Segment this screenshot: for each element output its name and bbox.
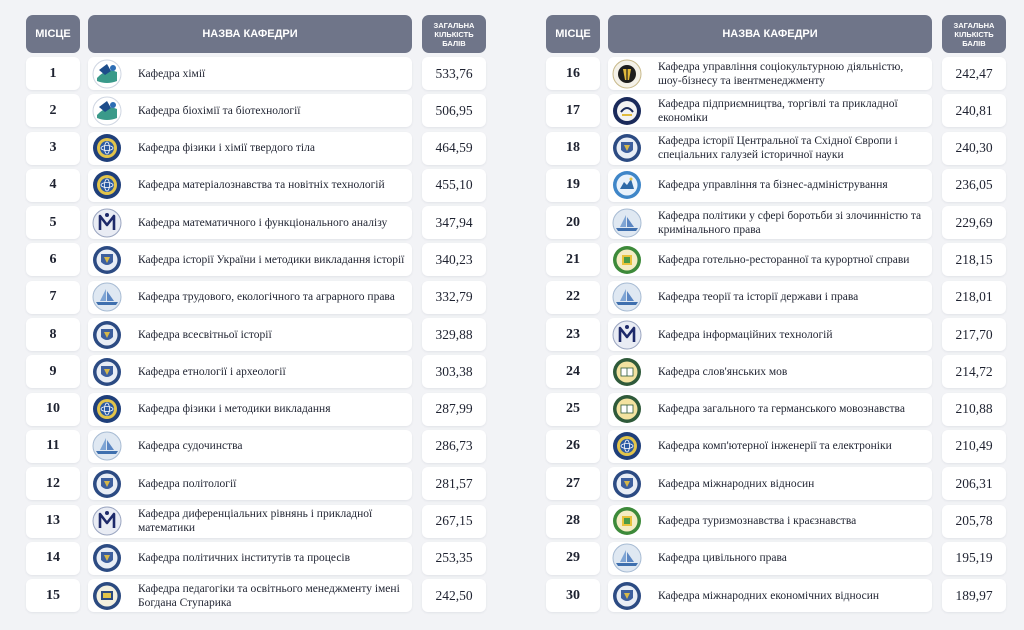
place-number: 21	[546, 243, 600, 276]
ranking-table-left	[26, 15, 486, 616]
total-score: 210,49	[942, 430, 1006, 463]
history-logo-icon	[92, 245, 122, 275]
physics-logo-icon	[612, 431, 642, 461]
department-cell	[608, 467, 932, 500]
department-name: Кафедра етнології і археології	[138, 365, 286, 378]
department-cell	[608, 132, 932, 165]
department-name: Кафедра фізики і методики викладання	[138, 403, 331, 416]
department-name: Кафедра всесвітньої історії	[138, 328, 272, 341]
place-number: 26	[546, 430, 600, 463]
physics-logo-icon	[92, 170, 122, 200]
department-cell	[608, 243, 932, 276]
place-number: 7	[26, 281, 80, 314]
table-row	[546, 355, 1006, 388]
mathematics-logo-icon	[612, 320, 642, 350]
total-score: 329,88	[422, 318, 486, 351]
department-cell	[608, 505, 932, 538]
department-name: Кафедра фізики і хімії твердого тіла	[138, 142, 315, 155]
table-row	[546, 206, 1006, 239]
philology-logo-icon	[612, 357, 642, 387]
department-cell	[608, 355, 932, 388]
total-score: 217,70	[942, 318, 1006, 351]
place-number: 24	[546, 355, 600, 388]
place-number: 3	[26, 132, 80, 165]
department-cell	[88, 505, 412, 538]
department-name: Кафедра педагогіки та освітнього менеджменту імені Богдана Ступарика	[138, 582, 400, 609]
economics-logo-icon	[612, 96, 642, 126]
department-name: Кафедра управління соціокультурною діяльністю, шоу-бізнесу та івентменеджменту	[658, 60, 904, 87]
total-score: 281,57	[422, 467, 486, 500]
department-cell	[88, 467, 412, 500]
tourism-logo-icon	[612, 245, 642, 275]
place-number: 8	[26, 318, 80, 351]
department-cell	[88, 318, 412, 351]
place-number: 22	[546, 281, 600, 314]
place-number: 1	[26, 57, 80, 90]
table-row	[546, 57, 1006, 90]
place-number: 14	[26, 542, 80, 575]
philology-logo-icon	[612, 394, 642, 424]
department-cell	[88, 579, 412, 612]
total-score: 287,99	[422, 393, 486, 426]
header-place: МІСЦЕ	[546, 15, 600, 53]
history-logo-icon	[92, 357, 122, 387]
department-cell	[608, 430, 932, 463]
place-number: 5	[26, 206, 80, 239]
department-cell	[88, 355, 412, 388]
law-logo-icon	[612, 543, 642, 573]
mathematics-logo-icon	[92, 506, 122, 536]
table-row	[546, 243, 1006, 276]
total-score: 240,81	[942, 94, 1006, 127]
total-score: 218,01	[942, 281, 1006, 314]
table-row	[546, 393, 1006, 426]
total-score: 236,05	[942, 169, 1006, 202]
place-number: 17	[546, 94, 600, 127]
place-number: 10	[26, 393, 80, 426]
place-number: 20	[546, 206, 600, 239]
header-total-score: ЗАГАЛЬНА КІЛЬКІСТЬ БАЛІВ	[422, 15, 486, 53]
total-score: 332,79	[422, 281, 486, 314]
place-number: 29	[546, 542, 600, 575]
department-name: Кафедра історії Центральної та Східної Європи і спеціальних галузей історичної науки	[658, 135, 898, 162]
table-row	[546, 467, 1006, 500]
table-row	[26, 132, 486, 165]
table-row	[26, 94, 486, 127]
total-score: 267,15	[422, 505, 486, 538]
table-row	[546, 542, 1006, 575]
table-row	[26, 355, 486, 388]
total-score: 533,76	[422, 57, 486, 90]
table-row	[26, 206, 486, 239]
chemistry-logo-icon	[92, 59, 122, 89]
table-row	[546, 430, 1006, 463]
header-place: МІСЦЕ	[26, 15, 80, 53]
history-logo-icon	[92, 543, 122, 573]
history-logo-icon	[92, 320, 122, 350]
department-name: Кафедра управління та бізнес-адміністрування	[658, 179, 888, 192]
history-logo-icon	[92, 469, 122, 499]
physics-logo-icon	[92, 133, 122, 163]
total-score: 229,69	[942, 206, 1006, 239]
total-score: 464,59	[422, 132, 486, 165]
department-name: Кафедра міжнародних економічних відносин	[658, 589, 880, 602]
department-name: Кафедра міжнародних відносин	[658, 477, 815, 490]
place-number: 6	[26, 243, 80, 276]
total-score: 240,30	[942, 132, 1006, 165]
total-score: 340,23	[422, 243, 486, 276]
total-score: 303,38	[422, 355, 486, 388]
table-header	[26, 15, 486, 53]
total-score: 218,15	[942, 243, 1006, 276]
department-name: Кафедра судочинства	[138, 440, 243, 453]
history-logo-icon	[612, 469, 642, 499]
department-name: Кафедра хімії	[138, 67, 206, 80]
department-cell	[608, 318, 932, 351]
department-name: Кафедра політичних інститутів та процесів	[138, 552, 351, 565]
place-number: 18	[546, 132, 600, 165]
table-row	[26, 169, 486, 202]
history-logo-icon	[612, 581, 642, 611]
total-score: 506,95	[422, 94, 486, 127]
table-row	[546, 281, 1006, 314]
place-number: 30	[546, 579, 600, 612]
department-cell	[88, 430, 412, 463]
total-score: 195,19	[942, 542, 1006, 575]
table-row	[546, 132, 1006, 165]
mathematics-logo-icon	[92, 208, 122, 238]
department-cell	[88, 57, 412, 90]
total-score: 242,47	[942, 57, 1006, 90]
tourism-logo-icon	[612, 506, 642, 536]
department-cell	[88, 542, 412, 575]
department-name: Кафедра цивільного права	[658, 552, 787, 565]
table-row	[546, 318, 1006, 351]
department-name: Кафедра комп'ютерної інженерії та електроніки	[658, 440, 892, 453]
header-department-name: НАЗВА КАФЕДРИ	[88, 15, 412, 53]
department-name: Кафедра математичного і функціонального аналізу	[138, 216, 388, 229]
physics-logo-icon	[92, 394, 122, 424]
place-number: 19	[546, 169, 600, 202]
total-score: 455,10	[422, 169, 486, 202]
total-score: 210,88	[942, 393, 1006, 426]
table-row	[546, 94, 1006, 127]
department-cell	[608, 393, 932, 426]
department-name: Кафедра теорії та історії держави і права	[658, 291, 859, 304]
department-cell	[88, 393, 412, 426]
place-number: 25	[546, 393, 600, 426]
law-logo-icon	[92, 431, 122, 461]
department-cell	[608, 281, 932, 314]
department-name: Кафедра диференціальних рівнянь і прикладної математики	[138, 508, 373, 535]
department-cell	[88, 281, 412, 314]
table-row	[26, 542, 486, 575]
department-name: Кафедра туризмознавства і краєзнавства	[658, 515, 857, 528]
department-name: Кафедра інформаційних технологій	[658, 328, 833, 341]
department-cell	[88, 94, 412, 127]
chemistry-logo-icon	[92, 96, 122, 126]
table-row	[546, 505, 1006, 538]
arts-logo-icon	[612, 59, 642, 89]
law-logo-icon	[92, 282, 122, 312]
table-rows	[546, 57, 1006, 616]
total-score: 286,73	[422, 430, 486, 463]
table-row	[26, 579, 486, 612]
place-number: 27	[546, 467, 600, 500]
table-row	[26, 281, 486, 314]
department-name: Кафедра політики у сфері боротьби зі злочинністю та кримінального права	[658, 209, 922, 236]
header-department-name: НАЗВА КАФЕДРИ	[608, 15, 932, 53]
table-row	[546, 579, 1006, 612]
total-score: 242,50	[422, 579, 486, 612]
pedagogy-logo-icon	[92, 581, 122, 611]
department-name: Кафедра підприємництва, торгівлі та прикладної економіки	[658, 97, 898, 124]
table-row	[26, 243, 486, 276]
table-row	[26, 393, 486, 426]
total-score: 347,94	[422, 206, 486, 239]
department-name: Кафедра готельно-ресторанної та курортної справи	[658, 253, 910, 266]
total-score: 206,31	[942, 467, 1006, 500]
table-row	[26, 57, 486, 90]
total-score: 189,97	[942, 579, 1006, 612]
place-number: 11	[26, 430, 80, 463]
total-score: 214,72	[942, 355, 1006, 388]
department-cell	[88, 206, 412, 239]
table-header	[546, 15, 1006, 53]
place-number: 16	[546, 57, 600, 90]
place-number: 28	[546, 505, 600, 538]
table-row	[26, 318, 486, 351]
table-rows	[26, 57, 486, 616]
table-row	[546, 169, 1006, 202]
header-total-score: ЗАГАЛЬНА КІЛЬКІСТЬ БАЛІВ	[942, 15, 1006, 53]
table-row	[26, 467, 486, 500]
department-cell	[88, 243, 412, 276]
table-row	[26, 505, 486, 538]
department-name: Кафедра трудового, екологічного та аграрного права	[138, 291, 395, 304]
total-score: 253,35	[422, 542, 486, 575]
department-name: Кафедра слов'янських мов	[658, 365, 788, 378]
place-number: 2	[26, 94, 80, 127]
place-number: 23	[546, 318, 600, 351]
place-number: 12	[26, 467, 80, 500]
table-row	[26, 430, 486, 463]
ranking-table-right	[546, 15, 1006, 616]
department-cell	[88, 169, 412, 202]
department-name: Кафедра політології	[138, 477, 237, 490]
management-logo-icon	[612, 170, 642, 200]
place-number: 9	[26, 355, 80, 388]
place-number: 4	[26, 169, 80, 202]
place-number: 15	[26, 579, 80, 612]
department-cell	[88, 132, 412, 165]
history-logo-icon	[612, 133, 642, 163]
department-cell	[608, 206, 932, 239]
department-cell	[608, 542, 932, 575]
department-cell	[608, 57, 932, 90]
department-cell	[608, 579, 932, 612]
department-cell	[608, 169, 932, 202]
department-name: Кафедра біохімії та біотехнології	[138, 104, 301, 117]
department-cell	[608, 94, 932, 127]
place-number: 13	[26, 505, 80, 538]
department-name: Кафедра історії України і методики викладання історії	[138, 253, 405, 266]
law-logo-icon	[612, 282, 642, 312]
law-logo-icon	[612, 208, 642, 238]
total-score: 205,78	[942, 505, 1006, 538]
department-name: Кафедра загального та германського мовознавства	[658, 403, 905, 416]
department-name: Кафедра матеріалознавства та новітніх технологій	[138, 179, 385, 192]
